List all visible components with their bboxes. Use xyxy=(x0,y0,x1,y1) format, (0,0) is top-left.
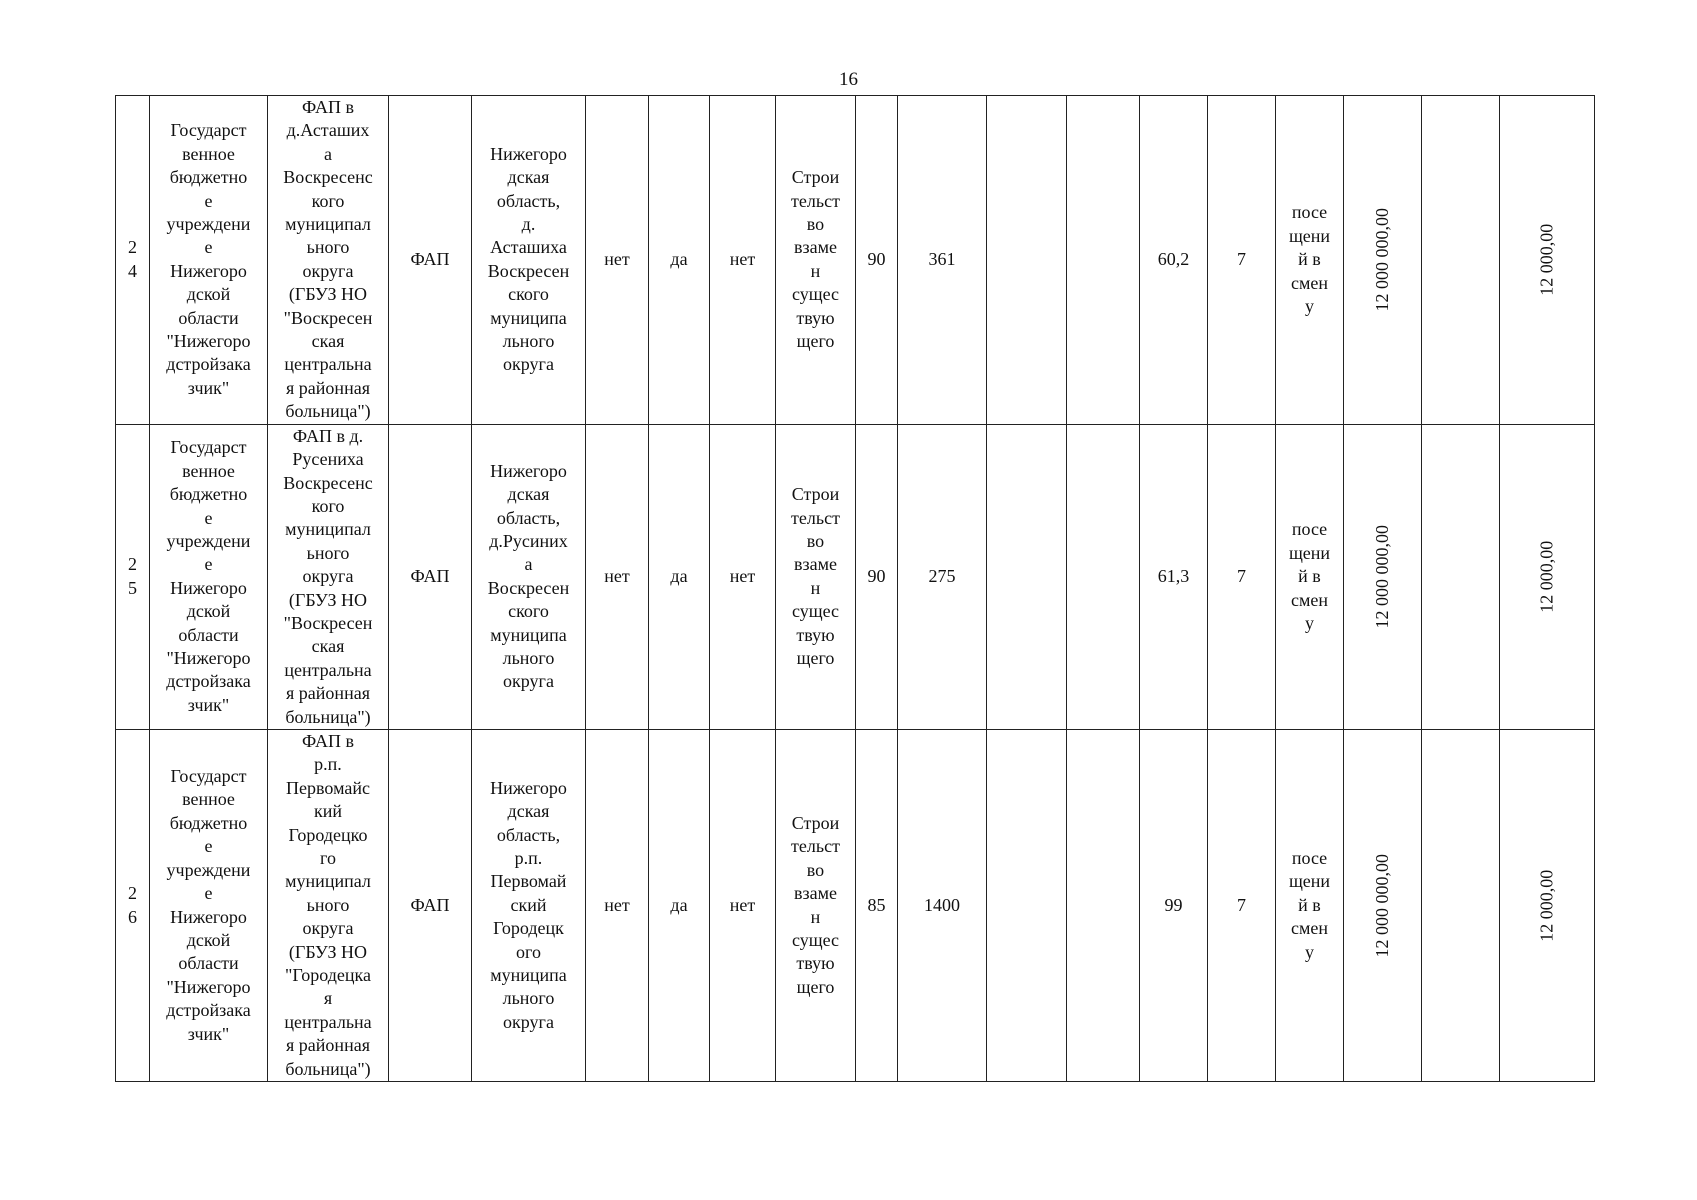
page-number: 16 xyxy=(839,69,858,90)
col6-cell xyxy=(586,729,649,1081)
facilities-table xyxy=(115,95,1595,1082)
col11-text: 361 xyxy=(928,249,956,270)
type-text: ФАП xyxy=(410,566,450,587)
col7-cell xyxy=(649,96,710,425)
col7-text: да xyxy=(670,249,688,270)
col14-cell xyxy=(1140,96,1208,425)
type-text: ФАП xyxy=(410,249,450,270)
amount-thousands-text: 12 000,00 xyxy=(1536,540,1557,613)
col10-text: 90 xyxy=(867,566,886,587)
work-type-text: Строи тельст во взаме н сущес твую щего xyxy=(791,484,840,669)
col11-cell xyxy=(898,96,987,425)
col12-cell xyxy=(987,96,1067,425)
type-cell xyxy=(389,729,472,1081)
col14-text: 60,2 xyxy=(1157,249,1190,270)
row-index-cell xyxy=(116,729,150,1081)
address-text: Нижегоро дская область, р.п. Первомай ский Городецк ого муниципа льного округа xyxy=(490,777,567,1032)
address-text: Нижегоро дская область, д. Асташиха Воскресен ского муниципа льного округа xyxy=(487,143,570,375)
type-text: ФАП xyxy=(410,894,450,915)
col6-text: нет xyxy=(604,249,630,270)
col14-cell xyxy=(1140,424,1208,729)
col11-cell xyxy=(898,729,987,1081)
col7-cell xyxy=(649,729,710,1081)
table-row xyxy=(116,424,1595,729)
col8-text: нет xyxy=(729,566,756,587)
col8-cell xyxy=(710,729,776,1081)
col8-cell xyxy=(710,96,776,425)
amount-full-text: 12 000 000,00 xyxy=(1371,853,1392,958)
work-type-cell xyxy=(776,729,856,1081)
col12-cell xyxy=(987,729,1067,1081)
unit-cell xyxy=(1276,424,1344,729)
col8-text: нет xyxy=(729,894,756,915)
col10-cell xyxy=(856,96,898,425)
col15-text: 7 xyxy=(1237,566,1246,587)
object-cell xyxy=(268,424,389,729)
col12-cell xyxy=(987,424,1067,729)
amount-full-cell xyxy=(1344,96,1422,425)
col6-text: нет xyxy=(604,566,630,587)
unit-text: посе щени й в смен у xyxy=(1288,202,1331,316)
col15-text: 7 xyxy=(1237,249,1246,270)
col15-text: 7 xyxy=(1237,894,1246,915)
col13-cell xyxy=(1067,424,1140,729)
table-row xyxy=(116,729,1595,1081)
amount-full-text: 12 000 000,00 xyxy=(1371,208,1392,312)
col6-cell xyxy=(586,96,649,425)
work-type-text: Строи тельст во взаме н сущес твую щего xyxy=(791,167,840,352)
col10-text: 90 xyxy=(867,249,886,270)
col11-text: 275 xyxy=(928,566,956,587)
amount-full-cell xyxy=(1344,424,1422,729)
col10-cell xyxy=(856,729,898,1081)
organization-cell xyxy=(150,424,268,729)
organization-text: Государст венное бюджетно е учреждени е Нижегоро дской области "Нижегоро дстройзака зчик" xyxy=(166,766,251,1044)
col14-text: 99 xyxy=(1164,894,1183,915)
col6-text: нет xyxy=(604,894,630,915)
col15-cell xyxy=(1208,96,1276,425)
col8-cell xyxy=(710,424,776,729)
unit-text: посе щени й в смен у xyxy=(1288,519,1331,633)
col8-text: нет xyxy=(729,249,756,270)
col14-text: 61,3 xyxy=(1157,566,1190,587)
address-cell xyxy=(472,424,586,729)
work-type-text: Строи тельст во взаме н сущес твую щего xyxy=(791,812,840,997)
col18-cell xyxy=(1422,96,1500,425)
work-type-cell xyxy=(776,96,856,425)
amount-thousands-cell xyxy=(1500,96,1595,425)
col18-cell xyxy=(1422,424,1500,729)
row-index-cell xyxy=(116,424,150,729)
row-index: 2 5 xyxy=(128,554,137,598)
amount-thousands-cell xyxy=(1500,729,1595,1081)
col13-cell xyxy=(1067,96,1140,425)
col10-text: 85 xyxy=(867,894,886,915)
object-cell xyxy=(268,96,389,425)
col10-cell xyxy=(856,424,898,729)
col15-cell xyxy=(1208,729,1276,1081)
col13-cell xyxy=(1067,729,1140,1081)
organization-cell xyxy=(150,729,268,1081)
row-index: 2 4 xyxy=(128,237,137,281)
col7-text: да xyxy=(670,566,688,587)
col18-cell xyxy=(1422,729,1500,1081)
amount-full-text: 12 000 000,00 xyxy=(1371,525,1392,629)
unit-text: посе щени й в смен у xyxy=(1288,848,1331,962)
row-index: 2 6 xyxy=(128,883,137,927)
col14-cell xyxy=(1140,729,1208,1081)
organization-cell xyxy=(150,96,268,425)
col11-cell xyxy=(898,424,987,729)
address-cell xyxy=(472,96,586,425)
organization-text: Государст венное бюджетно е учреждени е Нижегоро дской области "Нижегоро дстройзака зчик" xyxy=(166,437,251,715)
col7-cell xyxy=(649,424,710,729)
type-cell xyxy=(389,96,472,425)
table-row xyxy=(116,96,1595,425)
object-text: ФАП в р.п. Первомайс кий Городецко го муниципал ьного округа (ГБУЗ НО "Городецка я центральна я районная больница") xyxy=(284,730,372,1079)
object-cell xyxy=(268,729,389,1081)
amount-thousands-text: 12 000,00 xyxy=(1536,869,1557,942)
address-text: Нижегоро дская область, д.Русиних а Воскресен ского муниципа льного округа xyxy=(487,460,570,692)
col15-cell xyxy=(1208,424,1276,729)
col11-text: 1400 xyxy=(924,894,960,915)
col7-text: да xyxy=(670,894,688,915)
address-cell xyxy=(472,729,586,1081)
unit-cell xyxy=(1276,729,1344,1081)
object-text: ФАП в д.Асташих а Воскресенс кого муниципал ьного округа (ГБУЗ НО "Воскресен ская центральна я районная больница") xyxy=(283,97,373,422)
type-cell xyxy=(389,424,472,729)
organization-text: Государст венное бюджетно е учреждени е Нижегоро дской области "Нижегоро дстройзака зчик" xyxy=(166,120,251,398)
amount-full-cell xyxy=(1344,729,1422,1081)
amount-thousands-text: 12 000,00 xyxy=(1536,223,1557,296)
object-text: ФАП в д. Русениха Воскресенс кого муниципал ьного округа (ГБУЗ НО "Воскресен ская центральна я районная больница") xyxy=(283,425,373,727)
work-type-cell xyxy=(776,424,856,729)
amount-thousands-cell xyxy=(1500,424,1595,729)
col6-cell xyxy=(586,424,649,729)
unit-cell xyxy=(1276,96,1344,425)
row-index-cell xyxy=(116,96,150,425)
